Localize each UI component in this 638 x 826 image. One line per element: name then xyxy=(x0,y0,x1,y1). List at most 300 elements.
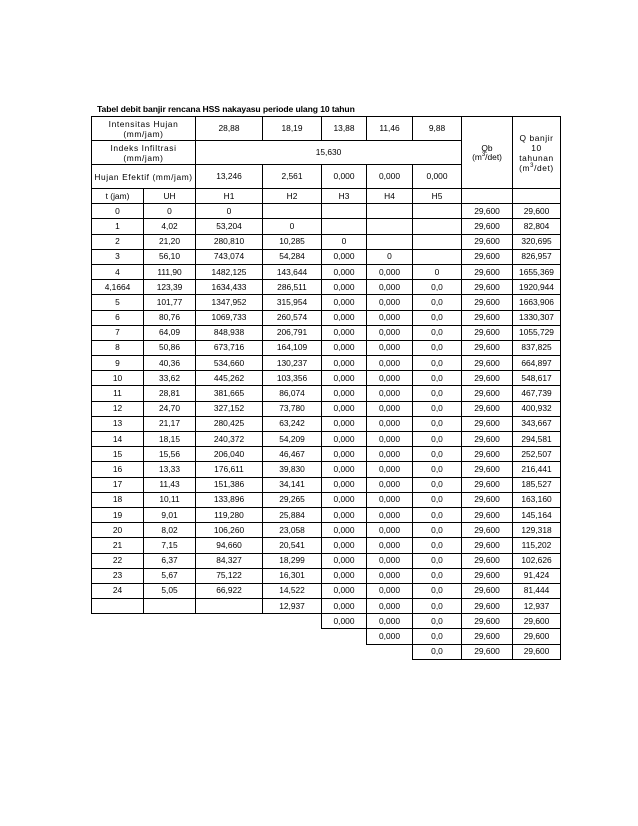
hujan-value: 0,000 xyxy=(413,165,462,189)
table-cell: 1055,729 xyxy=(513,325,561,340)
table-cell: 0,000 xyxy=(367,583,413,598)
table-cell: 0,000 xyxy=(367,416,413,431)
table-cell: 0,000 xyxy=(367,599,413,614)
table-cell: 0,000 xyxy=(322,371,367,386)
table-cell: 29,600 xyxy=(462,432,513,447)
qb-header xyxy=(462,117,513,189)
table-cell: 0,000 xyxy=(322,553,367,568)
table-cell xyxy=(367,234,413,249)
table-cell: 91,424 xyxy=(513,568,561,583)
table-cell: 0 xyxy=(367,249,413,264)
table-cell: 94,660 xyxy=(196,538,263,553)
table-cell: 29,600 xyxy=(462,280,513,295)
table-cell: 0,0 xyxy=(413,310,462,325)
table-row xyxy=(92,401,561,416)
column-header: H1 xyxy=(196,189,263,204)
table-cell: 21,20 xyxy=(144,234,196,249)
table-cell: 5,05 xyxy=(144,583,196,598)
q-banjir-unit: $(m^3/\det)$ xyxy=(519,162,554,173)
table-cell: 73,780 xyxy=(263,401,322,416)
table-row xyxy=(92,644,561,659)
table-cell: 0,0 xyxy=(413,614,462,629)
table-cell: 84,327 xyxy=(196,553,263,568)
table-cell: 1 xyxy=(92,219,144,234)
table-row xyxy=(92,204,561,219)
table-cell xyxy=(144,614,196,629)
table-cell: 0,000 xyxy=(322,614,367,629)
header-row-intensitas xyxy=(92,117,561,141)
hujan-value: 0,000 xyxy=(367,165,413,189)
table-cell xyxy=(413,249,462,264)
table-cell: 8,02 xyxy=(144,523,196,538)
table-cell: 4,1664 xyxy=(92,280,144,295)
column-header-row xyxy=(92,189,561,204)
table-cell: 66,922 xyxy=(196,583,263,598)
table-cell xyxy=(196,614,263,629)
table-cell: 0,0 xyxy=(413,280,462,295)
table-cell: 29,600 xyxy=(462,401,513,416)
table-cell: 400,932 xyxy=(513,401,561,416)
table-cell: 5,67 xyxy=(144,568,196,583)
table-cell: 33,62 xyxy=(144,371,196,386)
table-cell: 0,0 xyxy=(413,325,462,340)
table-cell xyxy=(92,644,144,659)
table-cell: 467,739 xyxy=(513,386,561,401)
table-cell: 29,265 xyxy=(263,492,322,507)
table-cell: 0,000 xyxy=(367,371,413,386)
table-cell xyxy=(322,629,367,644)
table-cell: 534,660 xyxy=(196,356,263,371)
table-cell: 9 xyxy=(92,356,144,371)
table-cell: 29,600 xyxy=(462,523,513,538)
table-cell: 4 xyxy=(92,264,144,279)
intensitas-value: 18,19 xyxy=(263,117,322,141)
table-cell: 145,164 xyxy=(513,507,561,522)
table-cell: 4,02 xyxy=(144,219,196,234)
table-cell: 29,600 xyxy=(462,447,513,462)
table-cell: 56,10 xyxy=(144,249,196,264)
table-cell xyxy=(367,204,413,219)
table-cell: 29,600 xyxy=(462,538,513,553)
table-cell: 21 xyxy=(92,538,144,553)
table-cell: 0,000 xyxy=(367,523,413,538)
table-cell: 0,0 xyxy=(413,462,462,477)
table-cell: 1655,369 xyxy=(513,264,561,279)
table-cell: 29,600 xyxy=(462,568,513,583)
table-cell xyxy=(322,644,367,659)
table-row xyxy=(92,249,561,264)
table-cell: 20,541 xyxy=(263,538,322,553)
table-cell: 0,0 xyxy=(413,386,462,401)
table-cell: 0,000 xyxy=(322,325,367,340)
table-cell: 102,626 xyxy=(513,553,561,568)
table-cell: 29,600 xyxy=(462,340,513,355)
table-cell: 315,954 xyxy=(263,295,322,310)
qb-label: Qb xyxy=(481,142,493,153)
table-cell: 29,600 xyxy=(462,356,513,371)
table-cell xyxy=(367,219,413,234)
table-cell: 0,000 xyxy=(367,340,413,355)
table-cell xyxy=(413,234,462,249)
table-cell: 381,665 xyxy=(196,386,263,401)
intensitas-value: 9,88 xyxy=(413,117,462,141)
table-cell: 0 xyxy=(196,204,263,219)
table-cell: 0,0 xyxy=(413,568,462,583)
flood-discharge-table xyxy=(91,116,561,660)
column-header-blank xyxy=(513,189,561,204)
table-row xyxy=(92,523,561,538)
table-cell: 12 xyxy=(92,401,144,416)
table-row xyxy=(92,340,561,355)
table-cell: 7,15 xyxy=(144,538,196,553)
table-cell: 176,611 xyxy=(196,462,263,477)
table-cell: 1920,944 xyxy=(513,280,561,295)
table-cell: 15,56 xyxy=(144,447,196,462)
table-cell: 29,600 xyxy=(462,416,513,431)
table-cell: 0,0 xyxy=(413,340,462,355)
table-cell: 837,825 xyxy=(513,340,561,355)
table-cell: 1663,906 xyxy=(513,295,561,310)
table-cell: 0,0 xyxy=(413,644,462,659)
table-cell: 16 xyxy=(92,462,144,477)
table-cell: 1069,733 xyxy=(196,310,263,325)
table-cell: 216,441 xyxy=(513,462,561,477)
table-cell: 0,000 xyxy=(322,583,367,598)
table-cell: 0,000 xyxy=(367,629,413,644)
column-header: H2 xyxy=(263,189,322,204)
table-cell: 0,000 xyxy=(322,523,367,538)
table-cell: 111,90 xyxy=(144,264,196,279)
table-cell: 82,804 xyxy=(513,219,561,234)
table-cell: 1634,433 xyxy=(196,280,263,295)
table-cell: 8 xyxy=(92,340,144,355)
table-cell: 3 xyxy=(92,249,144,264)
table-cell: 0,000 xyxy=(367,492,413,507)
table-cell: 11,43 xyxy=(144,477,196,492)
table-cell: 0,000 xyxy=(322,599,367,614)
table-cell: 2 xyxy=(92,234,144,249)
table-cell xyxy=(367,644,413,659)
table-cell: 0,000 xyxy=(322,356,367,371)
intensitas-value: 11,46 xyxy=(367,117,413,141)
table-cell: 29,600 xyxy=(462,492,513,507)
table-cell: 29,600 xyxy=(462,507,513,522)
table-cell: 0,000 xyxy=(367,401,413,416)
table-cell: 29,600 xyxy=(462,295,513,310)
table-cell xyxy=(263,644,322,659)
table-cell: 29,600 xyxy=(513,644,561,659)
table-row xyxy=(92,447,561,462)
table-cell: 29,600 xyxy=(462,219,513,234)
table-row xyxy=(92,538,561,553)
table-row xyxy=(92,416,561,431)
table-row xyxy=(92,234,561,249)
table-cell: 0,0 xyxy=(413,523,462,538)
table-cell: 0,000 xyxy=(367,568,413,583)
table-cell: 129,318 xyxy=(513,523,561,538)
table-cell: 29,600 xyxy=(462,477,513,492)
table-cell xyxy=(263,614,322,629)
table-cell: 14,522 xyxy=(263,583,322,598)
table-cell: 0,000 xyxy=(322,462,367,477)
table-cell: 29,600 xyxy=(462,264,513,279)
table-cell: 0,0 xyxy=(413,538,462,553)
table-row xyxy=(92,280,561,295)
table-cell: 163,160 xyxy=(513,492,561,507)
table-cell: 0,000 xyxy=(367,432,413,447)
table-cell: 0,000 xyxy=(367,447,413,462)
qb-unit: $(m^3/\det)$ xyxy=(472,151,502,162)
table-cell: 280,425 xyxy=(196,416,263,431)
table-cell: 29,600 xyxy=(462,599,513,614)
hujan-label: Hujan Efektif (mm/jam) xyxy=(92,165,196,189)
table-cell: 10,11 xyxy=(144,492,196,507)
table-cell: 848,938 xyxy=(196,325,263,340)
table-cell: 0,000 xyxy=(322,507,367,522)
table-cell: 23,058 xyxy=(263,523,322,538)
table-row xyxy=(92,295,561,310)
table-cell: 80,76 xyxy=(144,310,196,325)
table-cell: 0,000 xyxy=(322,264,367,279)
table-cell: 16,301 xyxy=(263,568,322,583)
table-cell: 18,299 xyxy=(263,553,322,568)
table-row xyxy=(92,264,561,279)
table-cell: 0,000 xyxy=(322,280,367,295)
column-header: UH xyxy=(144,189,196,204)
table-cell: 29,600 xyxy=(462,462,513,477)
table-cell: 286,511 xyxy=(263,280,322,295)
table-cell xyxy=(92,614,144,629)
table-cell: 53,204 xyxy=(196,219,263,234)
table-cell: 29,600 xyxy=(462,583,513,598)
table-cell: 29,600 xyxy=(462,249,513,264)
table-cell: 130,237 xyxy=(263,356,322,371)
table-cell: 133,896 xyxy=(196,492,263,507)
table-cell: 28,81 xyxy=(144,386,196,401)
table-cell: 260,574 xyxy=(263,310,322,325)
table-cell: 64,09 xyxy=(144,325,196,340)
table-cell: 29,600 xyxy=(513,614,561,629)
table-cell: 0,000 xyxy=(322,386,367,401)
table-row xyxy=(92,219,561,234)
table-cell: 0,0 xyxy=(413,553,462,568)
table-cell: 0,0 xyxy=(413,432,462,447)
table-cell: 0,0 xyxy=(413,447,462,462)
table-cell: 12,937 xyxy=(263,599,322,614)
table-cell: 0,000 xyxy=(322,416,367,431)
table-cell: 86,074 xyxy=(263,386,322,401)
table-cell: 103,356 xyxy=(263,371,322,386)
table-cell: 39,830 xyxy=(263,462,322,477)
q-banjir-header xyxy=(513,117,561,189)
table-cell: 18 xyxy=(92,492,144,507)
intensitas-label: Intensitas Hujan (mm/jam) xyxy=(92,117,196,141)
table-cell: 1330,307 xyxy=(513,310,561,325)
hujan-value: 2,561 xyxy=(263,165,322,189)
table-cell: 0,000 xyxy=(367,462,413,477)
table-cell: 252,507 xyxy=(513,447,561,462)
table-cell: 6,37 xyxy=(144,553,196,568)
table-cell: 0 xyxy=(322,234,367,249)
table-cell: 7 xyxy=(92,325,144,340)
table-cell: 12,937 xyxy=(513,599,561,614)
table-cell: 29,600 xyxy=(462,325,513,340)
table-cell: 34,141 xyxy=(263,477,322,492)
table-cell xyxy=(322,204,367,219)
table-cell: 29,600 xyxy=(513,629,561,644)
table-cell: 0,000 xyxy=(322,568,367,583)
table-cell: 75,122 xyxy=(196,568,263,583)
table-cell: 0,000 xyxy=(367,614,413,629)
table-cell: 0,0 xyxy=(413,356,462,371)
table-row xyxy=(92,356,561,371)
table-cell: 17 xyxy=(92,477,144,492)
table-cell: 0,000 xyxy=(367,386,413,401)
table-cell: 0,000 xyxy=(367,325,413,340)
table-cell: 46,467 xyxy=(263,447,322,462)
intensitas-value: 28,88 xyxy=(196,117,263,141)
table-row xyxy=(92,325,561,340)
table-cell: 0,000 xyxy=(322,295,367,310)
table-cell: 5 xyxy=(92,295,144,310)
table-cell: 21,17 xyxy=(144,416,196,431)
table-cell: 826,957 xyxy=(513,249,561,264)
table-cell: 0,000 xyxy=(367,295,413,310)
table-cell: 0,000 xyxy=(367,310,413,325)
table-row xyxy=(92,310,561,325)
table-cell: 6 xyxy=(92,310,144,325)
table-cell xyxy=(144,599,196,614)
table-cell: 81,444 xyxy=(513,583,561,598)
table-cell: 29,600 xyxy=(462,644,513,659)
table-cell xyxy=(144,644,196,659)
table-cell xyxy=(196,644,263,659)
table-cell: 0,0 xyxy=(413,401,462,416)
table-cell: 13 xyxy=(92,416,144,431)
table-cell xyxy=(263,629,322,644)
table-cell: 50,86 xyxy=(144,340,196,355)
table-row xyxy=(92,477,561,492)
hujan-value: 13,246 xyxy=(196,165,263,189)
table-cell: 320,695 xyxy=(513,234,561,249)
table-cell: 0,0 xyxy=(413,629,462,644)
table-cell: 743,074 xyxy=(196,249,263,264)
table-cell: 40,36 xyxy=(144,356,196,371)
table-cell: 24 xyxy=(92,583,144,598)
table-cell: 23 xyxy=(92,568,144,583)
table-cell: 0,0 xyxy=(413,492,462,507)
table-cell: 0 xyxy=(413,264,462,279)
table-cell: 0 xyxy=(144,204,196,219)
table-cell: 0,000 xyxy=(367,507,413,522)
table-caption: Tabel debit banjir rencana HSS nakayasu periode ulang 10 tahun xyxy=(97,104,355,114)
table-cell: 29,600 xyxy=(462,204,513,219)
table-cell xyxy=(413,204,462,219)
column-header: t (jam) xyxy=(92,189,144,204)
table-cell: 0,000 xyxy=(367,264,413,279)
table-cell: 143,644 xyxy=(263,264,322,279)
table-row xyxy=(92,386,561,401)
table-row xyxy=(92,583,561,598)
table-cell: 54,284 xyxy=(263,249,322,264)
table-cell: 29,600 xyxy=(462,629,513,644)
table-cell: 0,000 xyxy=(322,538,367,553)
table-cell: 0,000 xyxy=(367,356,413,371)
table-row xyxy=(92,629,561,644)
table-cell: 445,262 xyxy=(196,371,263,386)
column-header: H5 xyxy=(413,189,462,204)
table-row xyxy=(92,568,561,583)
table-cell: 18,15 xyxy=(144,432,196,447)
table-cell: 0,000 xyxy=(322,401,367,416)
table-cell: 0,000 xyxy=(322,310,367,325)
table-cell: 151,386 xyxy=(196,477,263,492)
table-cell: 0,000 xyxy=(322,477,367,492)
table-cell: 327,152 xyxy=(196,401,263,416)
table-cell: 29,600 xyxy=(462,310,513,325)
table-row xyxy=(92,462,561,477)
table-cell: 20 xyxy=(92,523,144,538)
table-cell: 24,70 xyxy=(144,401,196,416)
table-cell: 19 xyxy=(92,507,144,522)
table-cell: 0,000 xyxy=(322,249,367,264)
table-cell: 9,01 xyxy=(144,507,196,522)
hujan-value: 0,000 xyxy=(322,165,367,189)
table-cell: 0,000 xyxy=(367,477,413,492)
table-cell: 123,39 xyxy=(144,280,196,295)
table-cell xyxy=(413,219,462,234)
table-cell: 29,600 xyxy=(513,204,561,219)
table-cell: 0,0 xyxy=(413,507,462,522)
table-cell xyxy=(144,629,196,644)
table-cell: 0,0 xyxy=(413,599,462,614)
table-cell: 14 xyxy=(92,432,144,447)
table-row xyxy=(92,599,561,614)
table-cell: 0,000 xyxy=(322,432,367,447)
table-cell: 1347,952 xyxy=(196,295,263,310)
table-cell: 10,285 xyxy=(263,234,322,249)
table-cell xyxy=(263,204,322,219)
column-header-blank xyxy=(462,189,513,204)
intensitas-value: 13,88 xyxy=(322,117,367,141)
table-cell: 0 xyxy=(263,219,322,234)
table-cell: 63,242 xyxy=(263,416,322,431)
table-cell: 294,581 xyxy=(513,432,561,447)
table-cell: 280,810 xyxy=(196,234,263,249)
table-cell xyxy=(92,599,144,614)
table-cell: 0,0 xyxy=(413,295,462,310)
table-cell xyxy=(92,629,144,644)
table-cell: 206,791 xyxy=(263,325,322,340)
column-header: H4 xyxy=(367,189,413,204)
table-cell: 0,0 xyxy=(413,477,462,492)
table-cell: 164,109 xyxy=(263,340,322,355)
table-cell: 119,280 xyxy=(196,507,263,522)
table-row xyxy=(92,507,561,522)
table-cell: 29,600 xyxy=(462,371,513,386)
table-cell: 206,040 xyxy=(196,447,263,462)
table-cell: 25,884 xyxy=(263,507,322,522)
table-cell: 106,260 xyxy=(196,523,263,538)
table-cell: 15 xyxy=(92,447,144,462)
table-cell: 343,667 xyxy=(513,416,561,431)
table-cell: 10 xyxy=(92,371,144,386)
table-cell: 0,000 xyxy=(367,538,413,553)
table-cell xyxy=(196,599,263,614)
table-cell: 1482,125 xyxy=(196,264,263,279)
table-row xyxy=(92,553,561,568)
table-cell: 101,77 xyxy=(144,295,196,310)
